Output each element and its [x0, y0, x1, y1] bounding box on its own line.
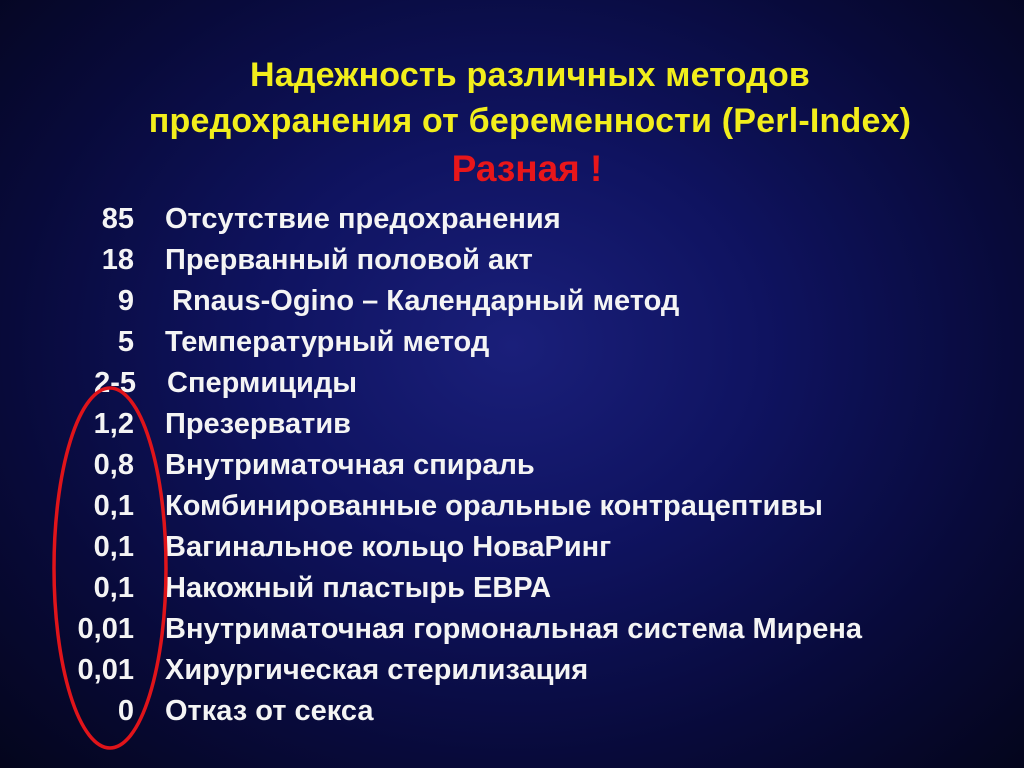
title-line-1: Надежность различных методов: [249, 56, 811, 94]
list-item: [0, 363, 1024, 404]
method-label: Прерванный половой акт: [165, 244, 533, 276]
list-item: [0, 199, 1024, 240]
method-label: Презерватив: [165, 408, 351, 440]
method-label: Комбинированные оральные контрацептивы: [165, 490, 823, 522]
list-item: [0, 281, 1024, 322]
pearl-index-value: 0,01: [77, 654, 134, 686]
method-label: Внутриматочная спираль: [165, 449, 535, 481]
method-label: Вагинальное кольцо НоваРинг: [165, 531, 612, 563]
list-item: [0, 240, 1024, 281]
method-label: Отсутствие предохранения: [165, 203, 561, 235]
list-item: [0, 322, 1024, 363]
method-label: Хирургическая стерилизация: [165, 654, 589, 686]
pearl-index-value: 85: [101, 203, 134, 235]
method-label: Внутриматочная гормональная система Мирена: [165, 613, 862, 645]
method-label: Rnaus-Ogino – Календарный метод: [172, 285, 680, 317]
pearl-index-value: 0,1: [93, 572, 134, 604]
list-item: [0, 445, 1024, 486]
pearl-index-value: 0: [117, 695, 134, 727]
list-item: [0, 404, 1024, 445]
slide-title: [0, 52, 1024, 144]
pearl-index-list: [0, 199, 1024, 732]
list-item: [0, 527, 1024, 568]
slide-subtitle: Разная !: [451, 148, 603, 189]
method-label: Температурный метод: [165, 326, 490, 358]
pearl-index-value: 5: [117, 326, 134, 358]
pearl-index-value: 9: [117, 285, 134, 317]
pearl-index-value: 18: [101, 244, 134, 276]
pearl-index-value: 1,2: [93, 408, 134, 440]
method-label: Спермициды: [167, 367, 358, 399]
pearl-index-value: 0,8: [93, 449, 134, 481]
list-item: [0, 568, 1024, 609]
pearl-index-value: 0,1: [93, 490, 134, 522]
method-label: Отказ от секса: [165, 695, 374, 727]
list-item: [0, 609, 1024, 650]
method-label: Накожный пластырь ЕВРА: [165, 572, 552, 604]
list-item: [0, 691, 1024, 732]
pearl-index-value: 0,1: [93, 531, 134, 563]
list-item: [0, 650, 1024, 691]
list-item: [0, 486, 1024, 527]
title-line-2: предохранения от беременности (Perl-Index): [148, 102, 912, 140]
pearl-index-value: 0,01: [77, 613, 134, 645]
pearl-index-value: 2-5: [94, 367, 136, 399]
